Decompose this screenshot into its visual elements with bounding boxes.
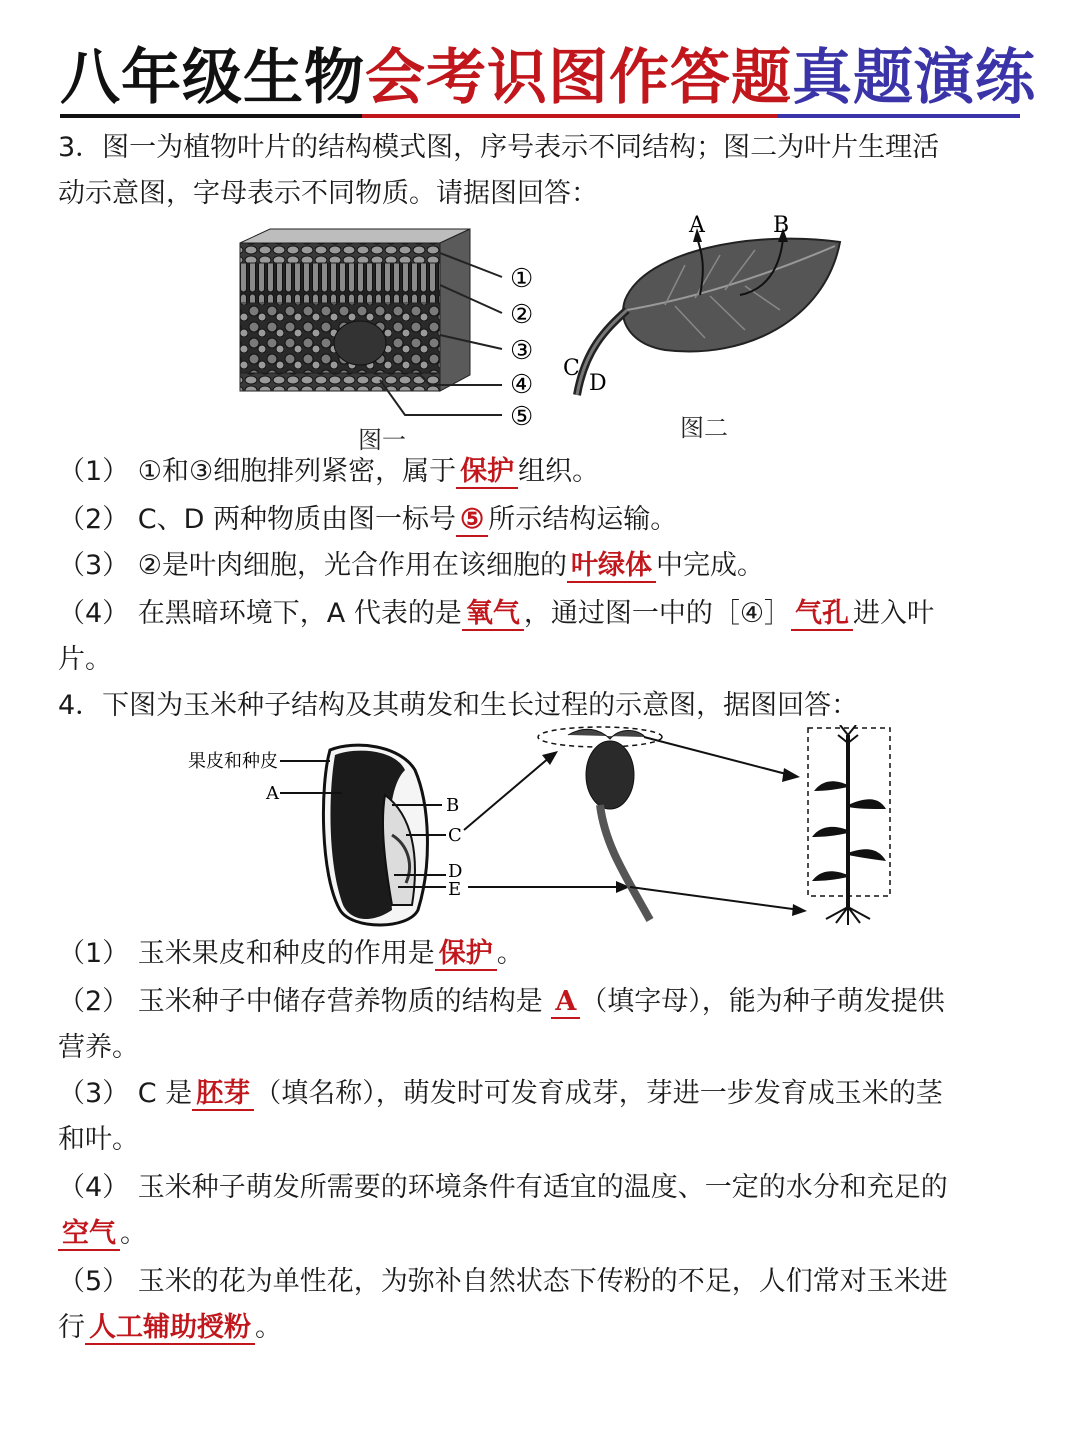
fig1-label-1: ① — [510, 264, 534, 294]
q3-intro-line1: 3．图一为植物叶片的结构模式图，序号表示不同结构；图二为叶片生理活 — [58, 132, 940, 163]
q3-intro-line2: 动示意图，字母表示不同物质。请据图回答： — [58, 178, 598, 209]
seed-label-c: C — [448, 825, 462, 846]
q3-sub3 — [58, 546, 764, 586]
fig2-label-c: C — [563, 356, 580, 381]
q4-sub2 — [58, 982, 945, 1022]
q3-sub4-post: 进入叶 — [853, 598, 935, 629]
fig1-label-4: ④ — [510, 370, 534, 400]
corn-seed-figure — [180, 725, 900, 935]
title-part-grade: 八年级生物 — [60, 43, 365, 113]
q4-sub1-answer: 保护 — [435, 938, 497, 971]
q4-sub2-pre: （2） 玉米种子中储存营养物质的结构是 — [58, 986, 552, 1017]
q4-sub4-answer: 空气 — [58, 1218, 120, 1251]
q3-sub4-answer1: 氧气 — [462, 598, 524, 631]
fig1-label-3: ③ — [510, 336, 534, 366]
q4-sub4-post: 。 — [120, 1218, 147, 1249]
q4-sub2-answer: A — [551, 986, 580, 1019]
fig1-label-2: ② — [510, 300, 534, 330]
q3-sub3-pre: （3） ②是叶肉细胞，光合作用在该细胞的 — [58, 550, 567, 581]
q3-sub2-answer: ⑤ — [456, 504, 488, 537]
q4-sub5-pre: 行 — [58, 1312, 85, 1343]
seed-label-pericarp: 果皮和种皮 — [188, 751, 278, 772]
q4-sub4-line2 — [58, 1214, 147, 1254]
title-underline-blue — [777, 114, 1020, 118]
leaf-activity-figure — [555, 210, 855, 410]
seed-label-d: D — [448, 861, 463, 882]
q4-sub5-line2 — [58, 1308, 282, 1348]
q3-sub4-line2: 片。 — [58, 644, 112, 675]
fig2-label-d: D — [589, 371, 607, 396]
seed-label-b: B — [446, 795, 460, 816]
title-part-practice: 真题演练 — [792, 43, 1036, 113]
q4-sub4-line1: （4） 玉米种子萌发所需要的环境条件有适宜的温度、一定的水分和充足的 — [58, 1172, 948, 1203]
q4-sub5-answer: 人工辅助授粉 — [85, 1312, 255, 1345]
q4-sub5-line1: （5） 玉米的花为单性花，为弥补自然状态下传粉的不足，人们常对玉米进 — [58, 1266, 948, 1297]
fig1-caption: 图一 — [358, 426, 406, 454]
q3-sub3-answer: 叶绿体 — [567, 550, 656, 583]
q3-sub2 — [58, 500, 677, 540]
fig1-label-5: ⑤ — [510, 402, 534, 432]
q4-intro: 4．下图为玉米种子结构及其萌发和生长过程的示意图，据图回答： — [58, 690, 859, 721]
q3-sub1-post: 组织。 — [518, 456, 600, 487]
q3-sub4-mid: ，通过图一中的［④］ — [523, 598, 792, 629]
fig2-label-b: B — [773, 213, 790, 238]
title-part-topic: 会考识图作答题 — [365, 43, 792, 113]
q4-sub1-pre: （1） 玉米果皮和种皮的作用是 — [58, 938, 435, 969]
q3-sub2-post: 所示结构运输。 — [488, 504, 678, 535]
q4-sub2-post: （填字母），能为种子萌发提供 — [580, 986, 945, 1017]
q4-sub3-post: （填名称），萌发时可发育成芽，芽进一步发育成玉米的茎 — [254, 1078, 943, 1109]
title-underline-red — [362, 114, 777, 118]
q3-sub2-pre: （2） C、D 两种物质由图一标号 — [58, 504, 456, 535]
q3-sub1-answer: 保护 — [456, 456, 518, 489]
q4-sub3-answer: 胚芽 — [192, 1078, 254, 1111]
q4-sub5-post: 。 — [255, 1312, 282, 1343]
q4-sub3-pre: （3） C 是 — [58, 1078, 193, 1109]
q3-sub4-answer2: 气孔 — [791, 598, 853, 631]
q4-sub3 — [58, 1074, 943, 1114]
q3-sub1 — [58, 452, 599, 492]
q3-sub1-pre: （1） ①和③细胞排列紧密，属于 — [58, 456, 457, 487]
q3-sub3-post: 中完成。 — [655, 550, 764, 581]
q4-sub1 — [58, 934, 524, 974]
fig2-caption: 图二 — [680, 414, 728, 442]
q3-sub4 — [58, 594, 934, 634]
q3-sub4-pre: （4） 在黑暗环境下，A 代表的是 — [58, 598, 462, 629]
page-title — [60, 38, 1036, 118]
q4-sub2-line2: 营养。 — [58, 1032, 139, 1063]
q4-sub3-line2: 和叶。 — [58, 1124, 139, 1155]
seed-label-e: E — [448, 879, 462, 900]
q4-sub1-post: 。 — [496, 938, 524, 969]
fig2-label-a: A — [689, 213, 705, 238]
seed-label-a: A — [266, 783, 279, 804]
